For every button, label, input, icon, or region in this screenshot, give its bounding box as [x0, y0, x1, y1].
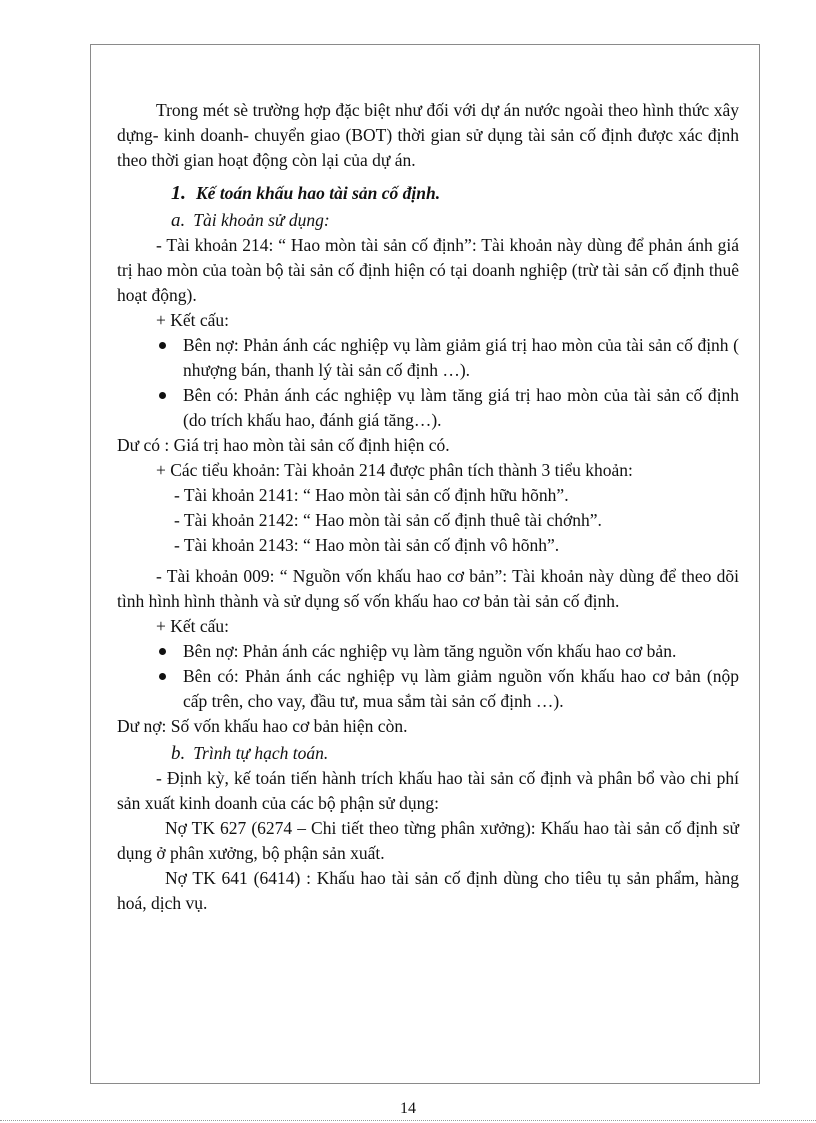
list-item — [117, 639, 739, 664]
section-heading — [117, 181, 739, 206]
credit-balance: Dư có : Giá trị hao mòn tài sản cố định hiện có. — [117, 435, 450, 455]
subsection-b-title: Trình tự hạch toán. — [193, 743, 329, 763]
periodic-depreciation-paragraph: - Định kỳ, kế toán tiến hành trích khấu hao tài sản cố định và phân bổ vào chi phí sản xuất kinh doanh của các bộ phận sử dụng: — [117, 768, 739, 813]
sub-account-2141: - Tài khoản 2141: “ Hao mòn tài sản cố định hữu hõnh”. — [174, 485, 569, 505]
section-title: Kế toán khấu hao tài sản cố định. — [196, 183, 441, 203]
structure-label-1: + Kết cấu: — [156, 310, 230, 330]
credit-side-214: Bên có: Phản ánh các nghiệp vụ làm tăng giá trị hao mòn của tài sản cố định (do trích khấu hao, đánh giá tăng…). — [183, 385, 739, 430]
document-body — [117, 98, 739, 916]
subsection-b-heading — [117, 741, 739, 766]
subsection-a-title: Tài khoản sử dụng: — [193, 210, 330, 230]
bullet-icon — [159, 648, 166, 655]
bullet-icon — [159, 673, 166, 680]
sub-accounts-intro: + Các tiểu khoản: Tài khoản 214 được phân tích thành 3 tiểu khoản: — [156, 460, 633, 480]
subsection-a-heading — [117, 208, 739, 233]
debit-side-009: Bên nợ: Phản ánh các nghiệp vụ làm tăng nguồn vốn khấu hao cơ bản. — [183, 641, 677, 661]
subsection-a-number: a. — [171, 210, 186, 231]
debit-side-214: Bên nợ: Phản ánh các nghiệp vụ làm giảm giá trị hao mòn của tài sản cố định ( nhượng bán, thanh lý tài sản cố định …). — [183, 335, 739, 380]
list-item — [117, 333, 739, 383]
sub-account-2142: - Tài khoản 2142: “ Hao mòn tài sản cố định thuê tài chớnh”. — [174, 510, 602, 530]
section-number: 1. — [171, 182, 186, 204]
page-number: 14 — [400, 1100, 416, 1117]
intro-paragraph: Trong mét sè trường hợp đặc biệt như đối với dự án nước ngoài theo hình thức xây dựng- kinh doanh- chuyển giao (BOT) thời gian sử dụng tài sản cố định được xác định theo thời gian hoạt động còn lại của dự án. — [117, 100, 739, 170]
list-item — [117, 383, 739, 433]
footer-divider — [0, 1120, 816, 1121]
list-item — [117, 664, 739, 714]
subsection-b-number: b. — [171, 743, 186, 764]
sub-account-2143: - Tài khoản 2143: “ Hao mòn tài sản cố định vô hõnh”. — [174, 535, 560, 555]
entry-tk641: Nợ TK 641 (6414) : Khấu hao tài sản cố định dùng cho tiêu tụ sản phẩm, hàng hoá, dịch vụ. — [117, 868, 739, 913]
account-214-paragraph: - Tài khoản 214: “ Hao mòn tài sản cố định”: Tài khoản này dùng để phản ánh giá trị hao mòn của toàn bộ tài sản cố định hiện có tại doanh nghiệp (trừ tài sản cố định thuê hoạt động). — [117, 235, 739, 305]
debit-balance: Dư nợ: Số vốn khấu hao cơ bản hiện còn. — [117, 716, 408, 736]
account-009-paragraph: - Tài khoản 009: “ Nguồn vốn khấu hao cơ bản”: Tài khoản này dùng để theo dõi tình hình hình thành và sử dụng số vốn khấu hao cơ bản tài sản cố định. — [117, 566, 739, 611]
entry-tk627: Nợ TK 627 (6274 – Chi tiết theo từng phân xưởng): Khấu hao tài sản cố định sử dụng ở phân xưởng, bộ phận sản xuất. — [117, 818, 739, 863]
bullet-icon — [159, 342, 166, 349]
structure-label-2: + Kết cấu: — [156, 616, 230, 636]
bullet-icon — [159, 392, 166, 399]
credit-side-009: Bên có: Phản ánh các nghiệp vụ làm giảm nguồn vốn khấu hao cơ bản (nộp cấp trên, cho vay, đầu tư, mua sắm tài sản cố định …). — [183, 666, 739, 711]
